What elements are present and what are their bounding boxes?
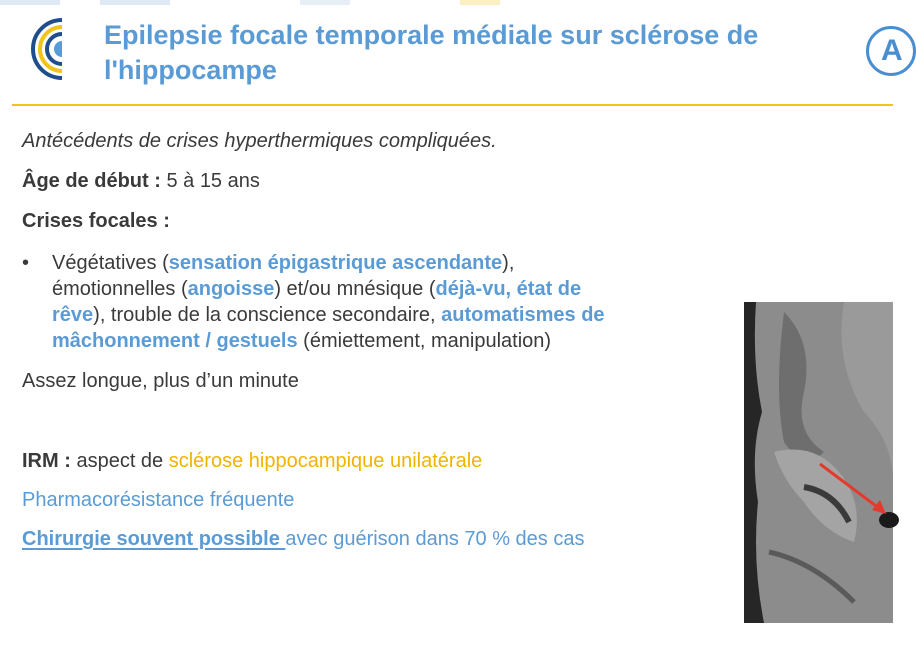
onset-value: 5 à 15 ans [166,170,260,192]
pharmacoresistance-text: Pharmacorésistance fréquente [22,489,295,511]
corner-badge: A [866,26,916,76]
irm-text: aspect de [70,450,169,472]
duration-text: Assez longue, plus d’un minute [22,370,299,392]
title-line-2: l'hippocampe [104,55,277,85]
surgery-link[interactable]: Chirurgie souvent possible [22,528,286,550]
irm-row [22,448,482,474]
focal-seizures-label: Crises focales : [22,210,170,232]
highlight-chewing: mâchonnement / gestuels [52,330,298,352]
bullet-text-3: émotionnelles ( [52,278,188,300]
onset-row [22,168,260,194]
mri-drawing [744,302,893,623]
bullet-text-4: ) et/ou mnésique ( [274,278,436,300]
mri-coronal-brain-image [744,302,893,623]
surgery-text: avec guérison dans 70 % des cas [285,528,585,550]
seizure-bullet [22,250,722,354]
logo-icon [22,14,86,84]
bullet-dot-icon: • [22,252,30,274]
highlight-deja-vu: déjà-vu, état de [435,278,582,300]
bullet-text-6: (émiettement, manipulation) [297,330,552,352]
onset-label: Âge de début : [22,170,161,192]
surgery-row [22,526,584,552]
title-line-1: Epilepsie focale temporale médiale sur sclérose de [104,20,759,50]
page-title [104,18,804,88]
highlight-automatisms: automatismes de [441,304,605,326]
irm-highlight: sclérose hippocampique unilatérale [168,450,483,472]
bullet-text-1: Végétatives ( [52,252,169,274]
highlight-dream: rêve [52,304,94,326]
history-text: Antécédents de crises hyperthermiques compliquées. [22,130,497,152]
bullet-text-5: ), trouble de la conscience secondaire, [93,304,442,326]
top-color-strip [0,0,893,6]
irm-label: IRM : [22,450,71,472]
bullet-text-2: ), [502,252,515,274]
header-divider [12,104,893,106]
highlight-epigastric: sensation épigastrique ascendante [168,252,503,274]
highlight-anguish: angoisse [187,278,275,300]
